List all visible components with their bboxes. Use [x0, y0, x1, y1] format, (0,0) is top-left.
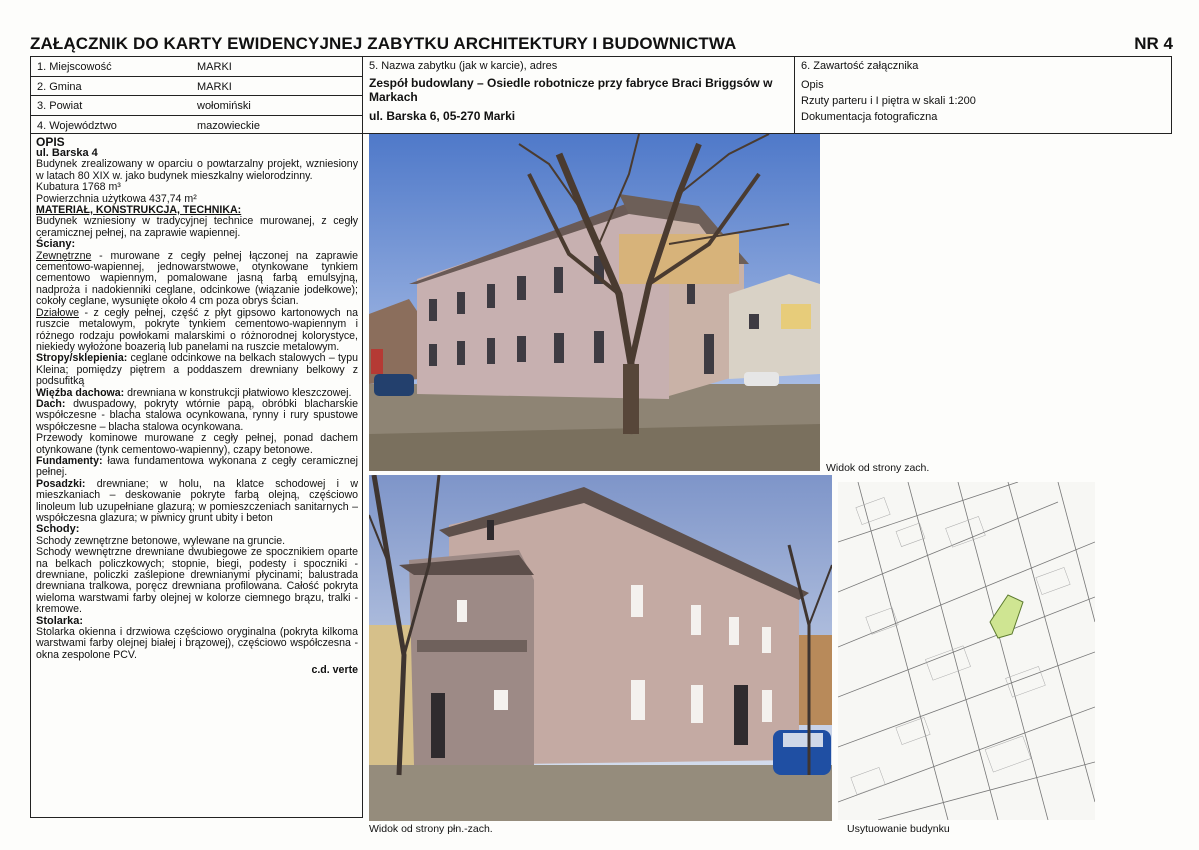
- roof-label: Dach:: [36, 397, 66, 410]
- header-label: 2. Gmina: [37, 80, 82, 93]
- description-area: Powierzchnia użytkowa 437,74 m²: [36, 192, 197, 205]
- floors-text: drewniane; w holu, na klatce schodowej i w mieszkaniach – deskowanie pokryte farbą olejną, częściowo linoleum lub uzupełniane glazurą; w pomieszczeniach sanitarnych – współczesna glazura; w piwnicy grunt ubity i beton: [36, 477, 358, 524]
- document-number: NR 4: [1134, 34, 1173, 53]
- description-intro: Budynek zrealizowany w oparciu o powtarzalny projekt, wzniesiony w latach 80 XIX w. jako budynek mieszkalny wielorodzinny.: [36, 158, 358, 182]
- stairs-external: Schody zewnętrzne betonowe, wylewane na gruncie.: [36, 534, 286, 547]
- continued-note: c.d. verte: [311, 664, 358, 677]
- header-row-powiat: [31, 96, 362, 116]
- caption-site-plan: Usytuowanie budynku: [847, 823, 950, 835]
- header-label: 4. Województwo: [37, 119, 117, 132]
- header-row-gmina: [31, 77, 362, 97]
- walls-heading: Ściany:: [36, 238, 76, 251]
- header-value: MARKI: [197, 80, 232, 93]
- header-label: 1. Miejscowość: [37, 61, 112, 73]
- site-plan-drawing: [838, 482, 1095, 820]
- monument-name: Zespół budowlany – Osiedle robotnicze przy fabryce Braci Briggsów w Markach: [369, 76, 773, 104]
- header-attachment-contents: [794, 56, 1172, 134]
- contents-item: Rzuty parteru i I piętra w skali 1:200: [801, 95, 976, 107]
- photo-west-view: [369, 134, 820, 471]
- floors-label: Posadzki:: [36, 477, 86, 490]
- stairs-internal: Schody wewnętrzne drewniane dwubiegowe ze spocznikiem oparte na belkach policzkowych; stopnie, biegi, podesty i spoczniki - drewniane, policzki zaślepione drewnianymi płycinami; balustrada drewniana tralkowa, poręcz drewniana profilowana. Całość pokryta wieloma warstwami farby olejnej w kolorze ciemnego brązu, tralki - kremowe.: [36, 546, 358, 616]
- header-monument-name: [362, 56, 795, 134]
- roof-text: dwuspadowy, pokryty wtórnie papą, obróbki blacharskie współczesne - blacha stalowa ocynkowana, rynny i rury spustowe współczesne – blacha stalowa ocynkowana.: [36, 397, 358, 433]
- ceilings-text: ceglane odcinkowe na belkach stalowych – typu Kleina; pomiędzy piętrem a poddaszem drewniany belkowy z podsufitką: [36, 352, 358, 388]
- header-row-wojewodztwo: [31, 116, 362, 136]
- chimneys-text: Przewody kominowe murowane z cegły pełnej, ponad dachem otynkowane (tynk cementowo-wapienny), czapy betonowe.: [36, 432, 358, 456]
- description-column: [30, 134, 363, 818]
- walls-external: [36, 251, 358, 308]
- photo-northwest-view: [369, 475, 832, 821]
- monument-address: ul. Barska 6, 05-270 Marki: [369, 109, 516, 123]
- site-plan-map: [838, 482, 1095, 820]
- truss-label: Więźba dachowa:: [36, 386, 125, 399]
- floors: [36, 479, 358, 525]
- foundations-text: ława fundamentowa wykonana z cegły ceramicznej pełnej.: [36, 454, 358, 479]
- contents-item: Dokumentacja fotograficzna: [801, 111, 938, 123]
- description-subheading: ul. Barska 4: [36, 147, 98, 159]
- document-title: ZAŁĄCZNIK DO KARTY EWIDENCYJNEJ ZABYTKU ARCHITEKTURY I BUDOWNICTWA: [30, 34, 737, 53]
- contents-item: Opis: [801, 79, 824, 91]
- walls-external-label: Zewnętrzne: [36, 249, 92, 262]
- description-heading: OPIS: [36, 135, 65, 149]
- truss-text: drewniana w konstrukcji płatwiowo kleszczowej.: [124, 386, 352, 399]
- caption-west-view: Widok od strony zach.: [826, 462, 930, 474]
- joinery-text: Stolarka okienna i drzwiowa częściowo oryginalna (pokryta kilkoma warstwami farby olejnej białej i brązowej), częściowo współczesna - okna zespolone PCV.: [36, 626, 358, 661]
- header-location-table: [30, 56, 363, 134]
- building-photo-west: [369, 134, 820, 471]
- contents-label: 6. Zawartość załącznika: [801, 60, 919, 72]
- header-row-miejscowosc: [31, 57, 362, 77]
- ceilings-label: Stropy/sklepienia:: [36, 352, 128, 365]
- caption-northwest-view: Widok od strony płn.-zach.: [369, 823, 493, 835]
- walls-external-text: - murowane z cegły pełnej łączonej na zaprawie cementowo-wapiennej, jednowarstwowe, otynkowane tynkiem cementowo wapiennym, pomalowane jasną farbą emulsyjną, nadproża i nadokienniki ceglane, odcinkowe (wiązanie jodełkowe); cokoły ceglane, wysunięte około 4 cm poza obrys ścian.: [36, 249, 358, 308]
- header-value: MARKI: [197, 61, 232, 73]
- header-label: 3. Powiat: [37, 100, 83, 112]
- header-value: mazowieckie: [197, 119, 260, 132]
- material-text: Budynek wzniesiony w tradycyjnej technice murowanej, z cegły ceramicznej pełnej, na zaprawie wapiennej.: [36, 215, 358, 239]
- foundations: [36, 456, 358, 479]
- ceilings: [36, 353, 358, 387]
- joinery-heading: Stolarka:: [36, 614, 84, 627]
- stairs-heading: Schody:: [36, 523, 80, 536]
- walls-internal: [36, 308, 358, 354]
- foundations-label: Fundamenty:: [36, 454, 103, 467]
- building-photo-northwest: [369, 475, 832, 821]
- monument-name-label: 5. Nazwa zabytku (jak w karcie), adres: [369, 60, 558, 72]
- roof: [36, 399, 358, 433]
- description-kubatura: Kubatura 1768 m³: [36, 181, 121, 194]
- walls-internal-text: - z cegły pełnej, część z płyt gipsowo kartonowych na ruszcie metalowym, pokryte tynkiem cementowo-wapiennym i różnego rodzaju powłokami malarskimi o różnorodnej kolorystyce, niekiedy wyłożone boazerią lub panelami na ruszcie metalowym.: [36, 306, 358, 353]
- walls-internal-label: Działowe: [36, 306, 79, 319]
- header-value: wołomiński: [197, 100, 251, 112]
- material-heading: MATERIAŁ, KONSTRUKCJA, TECHNIKA:: [36, 204, 242, 217]
